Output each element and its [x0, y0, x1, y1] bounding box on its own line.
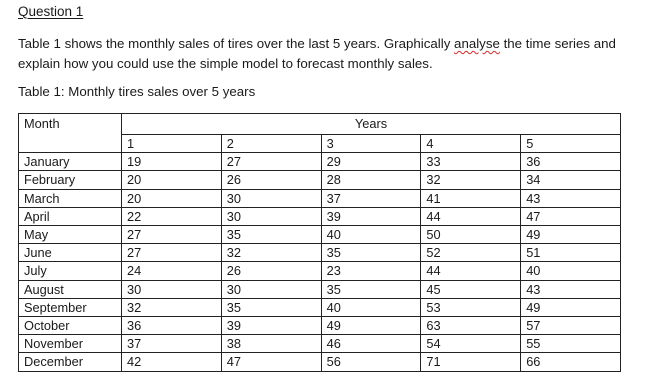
sales-value-cell: 27	[221, 153, 321, 171]
sales-value-cell: 55	[521, 335, 621, 353]
sales-value-cell: 66	[521, 353, 621, 371]
sales-value-cell: 50	[421, 226, 521, 244]
sales-value-cell: 42	[122, 353, 222, 371]
sales-value-cell: 19	[122, 153, 222, 171]
sales-value-cell: 35	[321, 280, 421, 298]
sales-value-cell: 30	[122, 280, 222, 298]
month-column-header: Month	[19, 114, 122, 153]
sales-value-cell: 54	[421, 335, 521, 353]
sales-value-cell: 63	[421, 317, 521, 335]
table-row	[19, 153, 621, 171]
sales-value-cell: 45	[421, 280, 521, 298]
sales-value-cell: 26	[221, 171, 321, 189]
years-column-header: Years	[122, 114, 621, 135]
sales-value-cell: 20	[122, 189, 222, 207]
table-row	[19, 207, 621, 225]
sales-value-cell: 57	[521, 317, 621, 335]
sales-value-cell: 43	[521, 189, 621, 207]
sales-value-cell: 35	[221, 298, 321, 316]
sales-value-cell: 22	[122, 207, 222, 225]
table-caption: Table 1: Monthly tires sales over 5 years	[18, 84, 256, 99]
sales-value-cell: 49	[321, 317, 421, 335]
sales-value-cell: 30	[221, 207, 321, 225]
month-cell: October	[19, 317, 122, 335]
sales-value-cell: 49	[521, 298, 621, 316]
table-row	[19, 335, 621, 353]
sales-value-cell: 71	[421, 353, 521, 371]
monthly-sales-table	[18, 113, 621, 372]
sales-value-cell: 27	[122, 226, 222, 244]
sales-value-cell: 34	[521, 171, 621, 189]
sales-value-cell: 28	[321, 171, 421, 189]
year-number-cell: 5	[521, 135, 621, 153]
sales-value-cell: 23	[321, 262, 421, 280]
year-number-cell: 4	[421, 135, 521, 153]
sales-value-cell: 37	[122, 335, 222, 353]
sales-value-cell: 49	[521, 226, 621, 244]
month-cell: December	[19, 353, 122, 371]
sales-value-cell: 33	[421, 153, 521, 171]
year-number-cell: 2	[221, 135, 321, 153]
sales-value-cell: 47	[221, 353, 321, 371]
table-row	[19, 280, 621, 298]
month-cell: May	[19, 226, 122, 244]
sales-value-cell: 20	[122, 171, 222, 189]
year-number-cell: 3	[321, 135, 421, 153]
sales-value-cell: 53	[421, 298, 521, 316]
month-cell: September	[19, 298, 122, 316]
sales-value-cell: 36	[521, 153, 621, 171]
table-row	[19, 317, 621, 335]
year-number-cell: 1	[122, 135, 222, 153]
sales-value-cell: 37	[321, 189, 421, 207]
question-heading: Question 1	[18, 4, 84, 19]
month-cell: June	[19, 244, 122, 262]
sales-value-cell: 29	[321, 153, 421, 171]
table-row	[19, 244, 621, 262]
month-cell: July	[19, 262, 122, 280]
month-cell: March	[19, 189, 122, 207]
month-cell: April	[19, 207, 122, 225]
spellcheck-flagged-word[interactable]: analyse	[454, 36, 500, 51]
sales-value-cell: 44	[421, 262, 521, 280]
question-text	[18, 34, 638, 74]
sales-value-cell: 38	[221, 335, 321, 353]
sales-value-cell: 30	[221, 189, 321, 207]
sales-value-cell: 40	[521, 262, 621, 280]
sales-value-cell: 32	[122, 298, 222, 316]
month-cell: November	[19, 335, 122, 353]
sales-value-cell: 32	[221, 244, 321, 262]
month-cell: February	[19, 171, 122, 189]
sales-value-cell: 43	[521, 280, 621, 298]
table-row	[19, 171, 621, 189]
sales-value-cell: 56	[321, 353, 421, 371]
sales-value-cell: 39	[321, 207, 421, 225]
sales-value-cell: 51	[521, 244, 621, 262]
sales-value-cell: 41	[421, 189, 521, 207]
month-cell: January	[19, 153, 122, 171]
table-row	[19, 189, 621, 207]
table-row	[19, 298, 621, 316]
question-text-part1: Table 1 shows the monthly sales of tires over the last 5 years. Graphically	[18, 36, 455, 51]
sales-value-cell: 35	[321, 244, 421, 262]
sales-value-cell: 30	[221, 280, 321, 298]
table-header-row	[19, 114, 621, 135]
table-row	[19, 262, 621, 280]
sales-value-cell: 52	[421, 244, 521, 262]
sales-value-cell: 46	[321, 335, 421, 353]
sales-value-cell: 39	[221, 317, 321, 335]
table-row	[19, 226, 621, 244]
sales-value-cell: 26	[221, 262, 321, 280]
sales-value-cell: 27	[122, 244, 222, 262]
sales-value-cell: 36	[122, 317, 222, 335]
sales-value-cell: 24	[122, 262, 222, 280]
table-row	[19, 353, 621, 371]
sales-value-cell: 40	[321, 298, 421, 316]
sales-value-cell: 44	[421, 207, 521, 225]
sales-value-cell: 32	[421, 171, 521, 189]
sales-value-cell: 40	[321, 226, 421, 244]
sales-value-cell: 47	[521, 207, 621, 225]
month-cell: August	[19, 280, 122, 298]
sales-value-cell: 35	[221, 226, 321, 244]
question-text-part2: the time series and explain how you could use the simple model to forecast monthly sales.	[18, 36, 616, 71]
